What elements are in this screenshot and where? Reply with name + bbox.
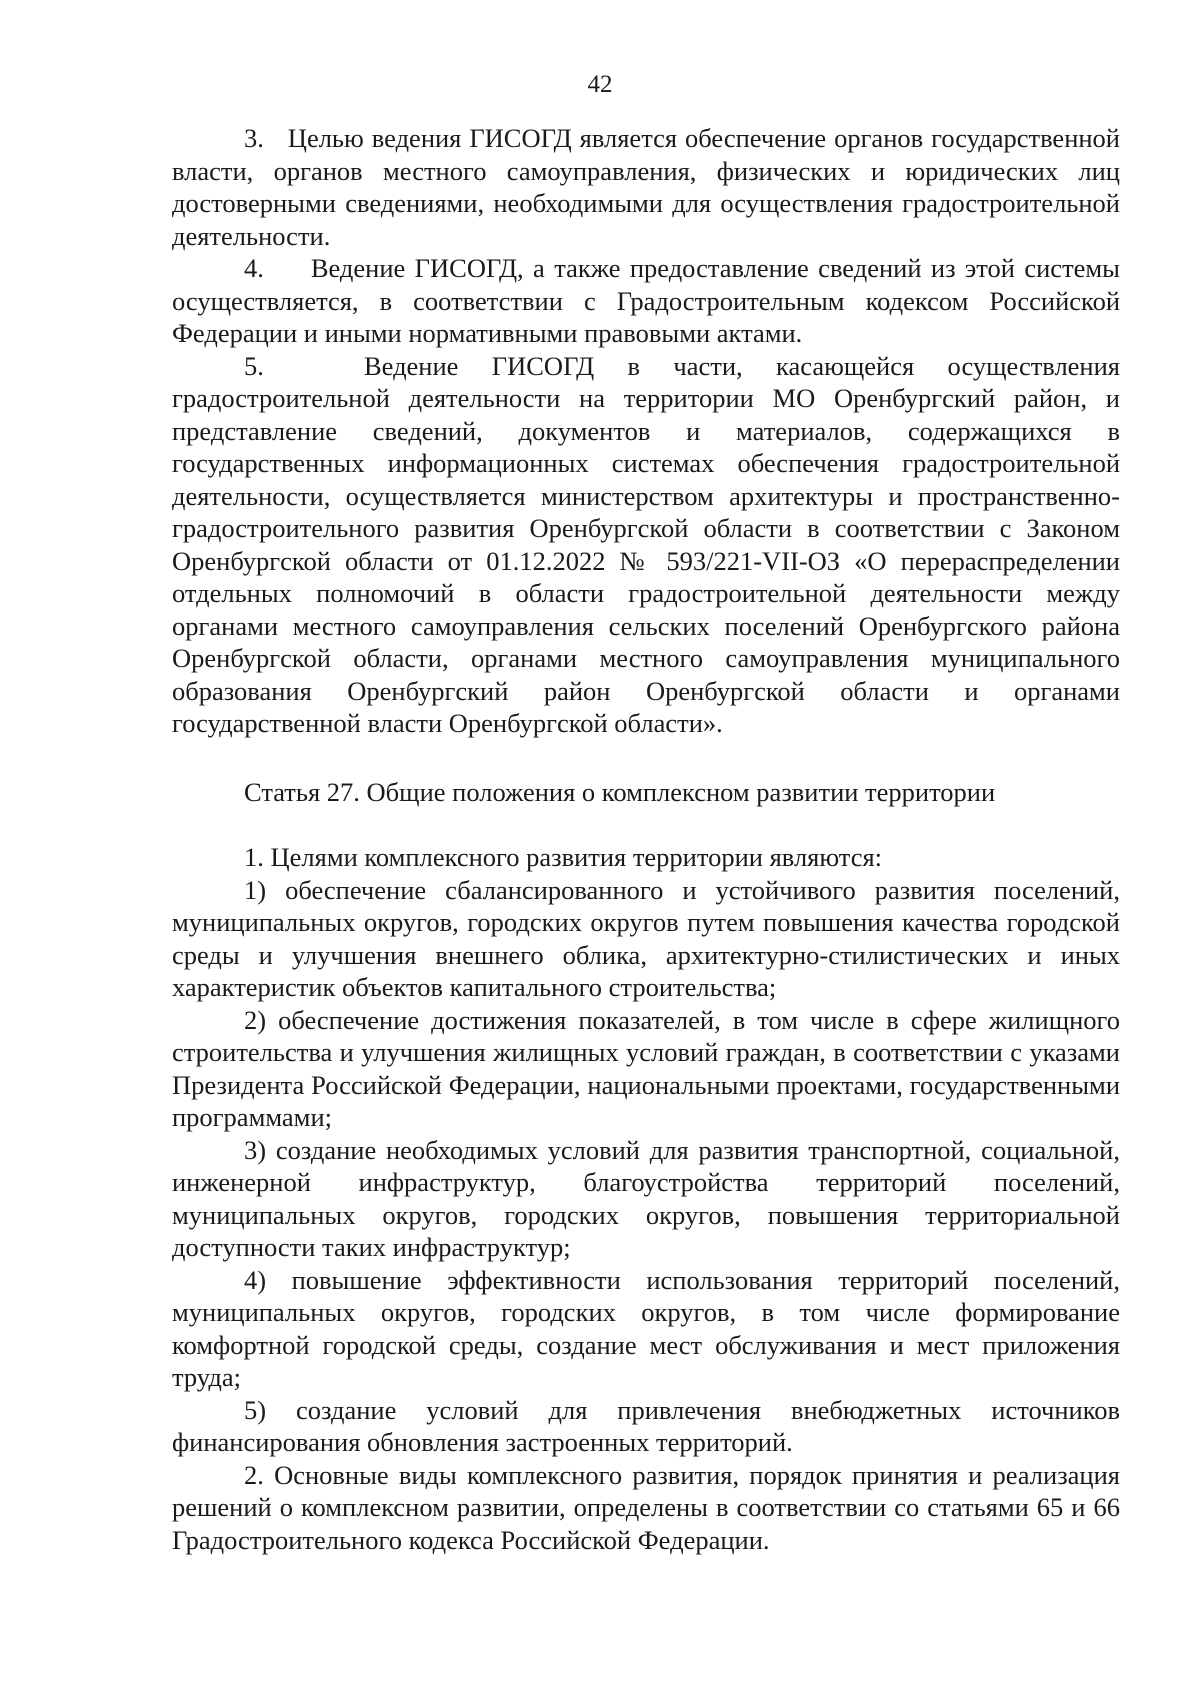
article-item-5: 5) создание условий для привлечения внебюджетных источников финансирования обновления застроенных территорий.	[172, 1394, 1120, 1457]
article-item-1: 1) обеспечение сбалансированного и устойчивого развития поселений, муниципальных округов, городских округов путем повышения качества городской среды и улучшения внешнего облика, архитектурно-стилистических и иных характеристик объектов капитального строительства;	[172, 874, 1120, 1002]
article-heading: Статья 27. Общие положения о комплексном развитии территории	[244, 776, 996, 807]
paragraph-5: 5. Ведение ГИСОГД в части, касающейся осуществления градостроительной деятельности на территории МО Оренбургский район, и представление сведений, документов и материалов, содержащихся в государственных информационных системах обеспечения градостроительной деятельности, осуществляется министерством архитектуры и пространственно-градостроительного развития Оренбургской области в соответствии с Законом Оренбургской области от 01.12.2022 № 593/221-VII-ОЗ «О перераспределении отдельных полномочий в области градостроительной деятельности между органами местного самоуправления сельских поселений Оренбургского района Оренбургской области, органами местного самоуправления муниципального образования Оренбургский район Оренбургской области и органами государственной власти Оренбургской области».	[172, 350, 1120, 738]
paragraph-3: 3. Целью ведения ГИСОГД является обеспечение органов государственной власти, органов местного самоуправления, физических и юридических лиц достоверными сведениями, необходимыми для осуществления градостроительной деятельности.	[172, 123, 1120, 251]
article-intro: 1. Целями комплексного развития территории являются:	[244, 842, 883, 872]
article-item-4: 4) повышение эффективности использования территорий поселений, муниципальных округов, городских округов, в том числе формирование комфортной городской среды, создание мест обслуживания и мест приложения труда;	[172, 1264, 1120, 1392]
article-item-2: 2) обеспечение достижения показателей, в том числе в сфере жилищного строительства и улучшения жилищных условий граждан, в соответствии с указами Президента Российской Федерации, национальными проектами, государственными программами;	[172, 1004, 1120, 1132]
document-body	[172, 122, 1120, 1556]
article-item-3: 3) создание необходимых условий для развития транспортной, социальной, инженерной инфраструктур, благоустройства территорий поселений, муниципальных округов, городских округов, повышения территориальной доступности таких инфраструктур;	[172, 1134, 1120, 1262]
page-number: 42	[587, 71, 613, 98]
article-point-2: 2. Основные виды комплексного развития, порядок принятия и реализация решений о комплексном развитии, определены в соответствии со статьями 65 и 66 Градостроительного кодекса Российской Федерации.	[172, 1459, 1120, 1555]
paragraph-4: 4. Ведение ГИСОГД, а также предоставление сведений из этой системы осуществляется, в соответствии с Градостроительным кодексом Российской Федерации и иными нормативными правовыми актами.	[172, 253, 1120, 348]
